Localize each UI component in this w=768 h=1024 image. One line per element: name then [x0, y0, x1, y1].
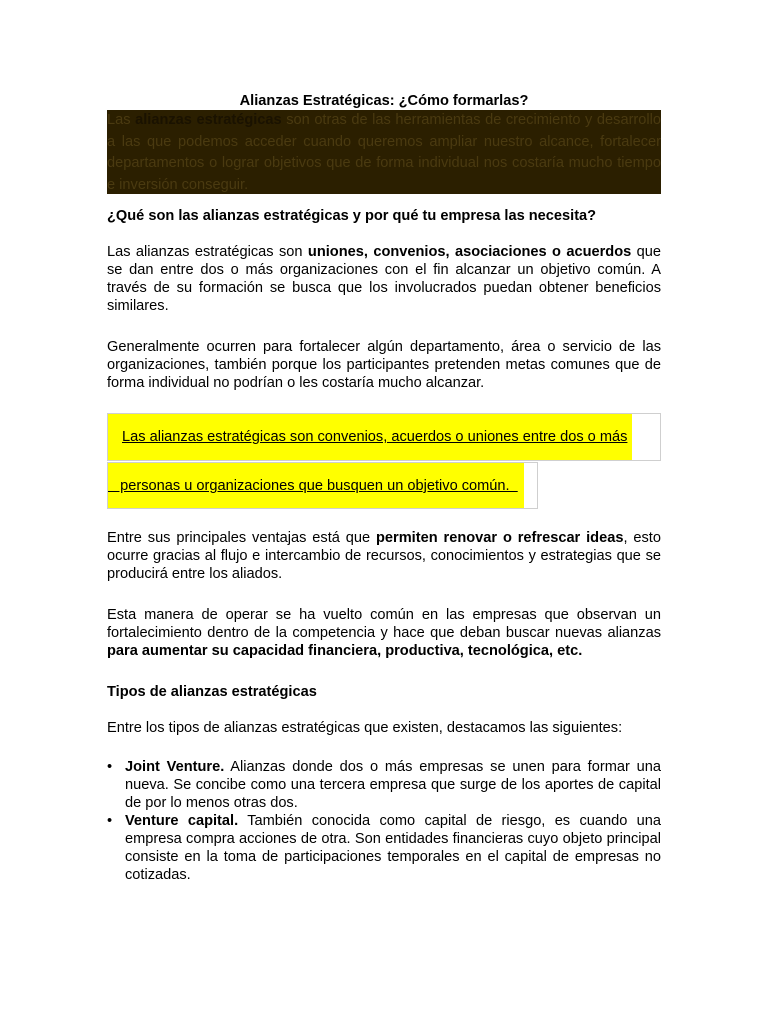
paragraph-occurrence: Generalmente ocurren para fortalecer algún departamento, área o servicio de las organizaciones, también porque los participantes pretenden metas comunes que de forma individual no podrían o les costaría mucho alcanzar. — [107, 339, 661, 391]
paragraph-types-intro: Entre los tipos de alianzas estratégicas que existen, destacamos las siguientes: — [107, 720, 623, 736]
section-heading-what: ¿Qué son las alianzas estratégicas y por qué tu empresa las necesita? — [107, 208, 597, 224]
para3-rest: , esto ocurre gracias al flujo e intercambio de recursos, conocimientos y estrategias que se producirá entre los aliados. — [107, 530, 661, 582]
document-title: Alianzas Estratégicas: ¿Cómo formarlas? — [239, 93, 529, 109]
list-item-text: Alianzas donde dos o más empresas se unen para formar una nueva. Se concibe como una tercera empresa que surge de los aportes de capital de por lo menos otras dos. — [125, 759, 662, 811]
para4-bold: para aumentar su capacidad financiera, productiva, tecnológica, etc. — [107, 643, 583, 659]
highlight-box-line1 — [107, 413, 661, 461]
intro-rest: son otras de las herramientas de crecimiento y desarrollo a las que podemos acceder cuando queremos ampliar nuestro alcance, fortalecer departamentos o lograr objetivos que de forma individual nos costaría mucho tiempo e inversión conseguir. — [107, 112, 662, 193]
intro-bold: alianzas estratégicas — [135, 112, 282, 128]
list-item-venture-capital — [107, 812, 661, 884]
intro-lead: Las — [107, 112, 131, 128]
section-heading-types: Tipos de alianzas estratégicas — [107, 684, 317, 700]
highlight-text-line2: personas u organizaciones que busquen un objetivo común. — [108, 478, 518, 494]
paragraph-operation — [107, 606, 661, 660]
intro-paragraph — [107, 110, 661, 194]
paragraph-advantages — [107, 529, 661, 583]
para1-bold: uniones, convenios, asociaciones o acuerdos — [307, 244, 632, 260]
bullet-icon: • — [107, 813, 113, 829]
para4-lead: Esta manera de operar se ha vuelto común en las empresas que observan un fortalecimiento dentro de la competencia y hace que deban buscar nuevas alianzas — [107, 607, 661, 641]
paragraph-definition — [107, 243, 661, 315]
highlight-text-line1: Las alianzas estratégicas son convenios, acuerdos o uniones entre dos o más — [122, 429, 628, 445]
highlight-box-line2 — [107, 462, 538, 509]
list-item-text: También conocida como capital de riesgo, es cuando una empresa compra acciones de otra. Son entidades financieras cuyo objeto principal consiste en la toma de participaciones temporales en el capital de empresas no cotizadas. — [125, 813, 661, 883]
list-item-joint-venture — [107, 758, 661, 812]
list-item-term: Venture capital. — [125, 813, 239, 829]
para3-lead: Entre sus principales ventajas está que — [107, 530, 376, 546]
para1-lead: Las alianzas estratégicas son — [107, 244, 303, 260]
para3-bold: permiten renovar o refrescar ideas — [376, 530, 624, 546]
para1-rest: que se dan entre dos o más organizaciones con el fin alcanzar un objetivo común. A través de su formación se busca que los involucrados puedan obtener beneficios similares. — [107, 244, 662, 314]
list-item-term: Joint Venture. — [125, 759, 225, 775]
bullet-icon: • — [107, 759, 113, 775]
types-list — [107, 758, 661, 884]
